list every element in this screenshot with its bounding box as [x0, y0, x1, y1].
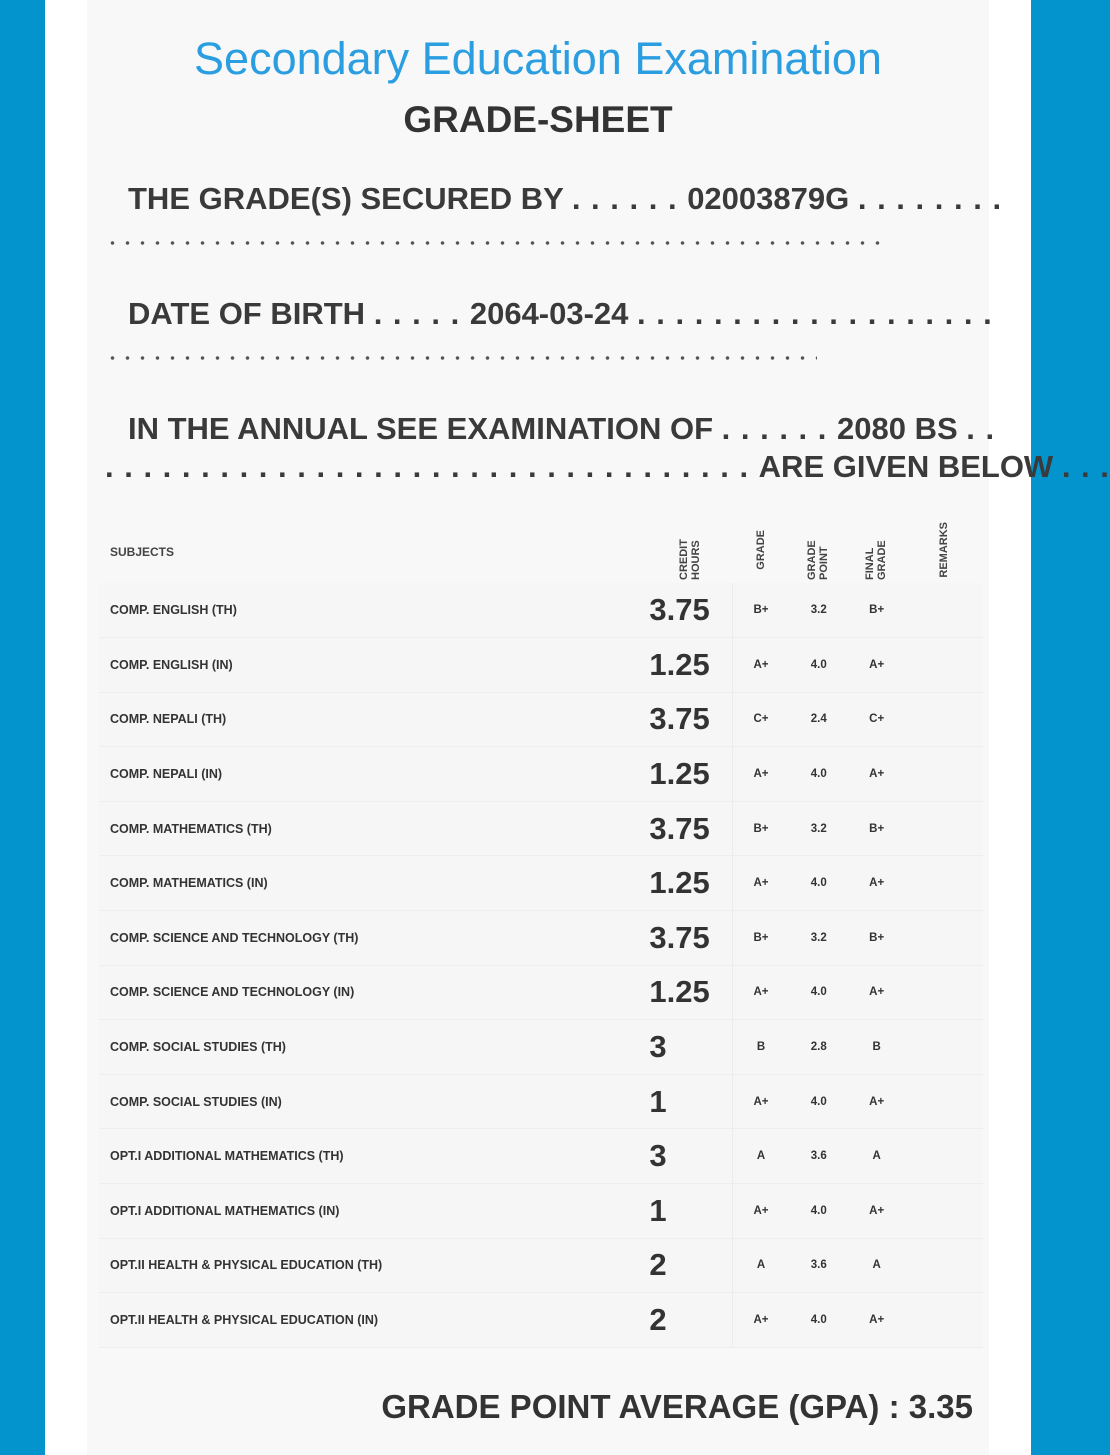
symbol-number: 02003879G: [687, 181, 850, 216]
final-grade-cell: A+: [848, 638, 905, 693]
credit-hours-cell: 1.25: [640, 638, 732, 693]
grade-cell: B+: [732, 583, 789, 638]
subject-cell: COMP. NEPALI (IN): [99, 747, 640, 802]
final-grade-cell: A+: [848, 965, 905, 1020]
given-below-line: . . . . . . . . . . . . . . . . . . . . . . . . . . . . . . . . . . ARE GIVEN BELOW . . .: [105, 449, 1110, 484]
table-row: [99, 1293, 983, 1348]
header-subjects: SUBJECTS: [110, 544, 175, 559]
grade-point-cell: 3.2: [789, 911, 848, 966]
remarks-cell: [905, 1129, 983, 1184]
grade-point-cell: 3.6: [789, 1238, 848, 1293]
subject-cell: COMP. ENGLISH (TH): [99, 583, 640, 638]
remarks-cell: [905, 1293, 983, 1348]
grade-cell: A: [732, 1238, 789, 1293]
final-grade-cell: B+: [848, 583, 905, 638]
table-row: [99, 692, 983, 747]
final-grade-cell: C+: [848, 692, 905, 747]
dob-value: 2064-03-24: [469, 296, 629, 331]
subject-cell: OPT.I ADDITIONAL MATHEMATICS (TH): [99, 1129, 640, 1184]
gpa-value: 3.35: [908, 1388, 973, 1425]
final-grade-cell: A+: [848, 856, 905, 911]
grade-point-cell: 4.0: [789, 856, 848, 911]
remarks-cell: [905, 1184, 983, 1239]
subject-cell: COMP. MATHEMATICS (TH): [99, 801, 640, 856]
remarks-cell: [905, 583, 983, 638]
credit-hours-cell: 1: [640, 1184, 732, 1239]
credit-hours-cell: 1: [640, 1074, 732, 1129]
dob-line: DATE OF BIRTH . . . . . 2064-03-24 . . . . . . . . . . . . . . . . . . .: [128, 296, 993, 331]
final-grade-cell: A+: [848, 1293, 905, 1348]
grade-cell: A+: [732, 747, 789, 802]
final-grade-cell: B: [848, 1020, 905, 1075]
table-row: [99, 638, 983, 693]
credit-hours-cell: 1.25: [640, 747, 732, 802]
credit-hours-cell: 2: [640, 1293, 732, 1348]
grade-cell: A: [732, 1129, 789, 1184]
subject-cell: COMP. SOCIAL STUDIES (TH): [99, 1020, 640, 1075]
grade-point-cell: 4.0: [789, 638, 848, 693]
grade-point-cell: 4.0: [789, 747, 848, 802]
subject-cell: OPT.II HEALTH & PHYSICAL EDUCATION (TH): [99, 1238, 640, 1293]
credit-hours-cell: 3.75: [640, 692, 732, 747]
grade-cell: A+: [732, 1293, 789, 1348]
table-row: [99, 856, 983, 911]
credit-hours-cell: 1.25: [640, 965, 732, 1020]
table-header-row: [99, 520, 983, 583]
grade-cell: A+: [732, 638, 789, 693]
table-row: [99, 1184, 983, 1239]
remarks-cell: [905, 638, 983, 693]
given-below-label: ARE GIVEN BELOW: [758, 449, 1054, 484]
grade-cell: B: [732, 1020, 789, 1075]
table-row: [99, 1129, 983, 1184]
subject-cell: COMP. NEPALI (TH): [99, 692, 640, 747]
credit-hours-cell: 3.75: [640, 801, 732, 856]
grade-cell: A+: [732, 1184, 789, 1239]
header-grade-point: GRADE POINT: [805, 540, 830, 580]
grade-point-cell: 3.6: [789, 1129, 848, 1184]
exam-year: 2080 BS: [837, 411, 958, 446]
grades-body: [99, 583, 983, 1347]
remarks-cell: [905, 801, 983, 856]
grade-cell: B+: [732, 801, 789, 856]
remarks-cell: [905, 911, 983, 966]
final-grade-cell: A+: [848, 747, 905, 802]
table-row: [99, 801, 983, 856]
table-row: [99, 583, 983, 638]
table-row: [99, 1238, 983, 1293]
final-grade-cell: B+: [848, 801, 905, 856]
grade-point-cell: 2.8: [789, 1020, 848, 1075]
credit-hours-cell: 1.25: [640, 856, 732, 911]
secured-by-label: THE GRADE(S) SECURED BY: [128, 181, 564, 216]
subject-cell: OPT.II HEALTH & PHYSICAL EDUCATION (IN): [99, 1293, 640, 1348]
exam-label: IN THE ANNUAL SEE EXAMINATION OF: [128, 411, 714, 446]
final-grade-cell: A+: [848, 1074, 905, 1129]
table-row: [99, 747, 983, 802]
subject-cell: COMP. SCIENCE AND TECHNOLOGY (IN): [99, 965, 640, 1020]
gpa-label: GRADE POINT AVERAGE (GPA) :: [381, 1388, 900, 1425]
header-grade: GRADE: [754, 530, 767, 570]
remarks-cell: [905, 856, 983, 911]
grade-cell: A+: [732, 965, 789, 1020]
table-row: [99, 1074, 983, 1129]
dotted-rule: [105, 240, 885, 246]
credit-hours-cell: 3.75: [640, 583, 732, 638]
grade-point-cell: 4.0: [789, 1184, 848, 1239]
subject-cell: COMP. MATHEMATICS (IN): [99, 856, 640, 911]
gpa-line: [381, 1388, 973, 1426]
page: [45, 0, 1110, 1455]
credit-hours-cell: 3.75: [640, 911, 732, 966]
grade-point-cell: 4.0: [789, 1293, 848, 1348]
final-grade-cell: B+: [848, 911, 905, 966]
credit-hours-cell: 3: [640, 1020, 732, 1075]
secured-by-line: THE GRADE(S) SECURED BY . . . . . . 02003879G . . . . . . . .: [128, 181, 1003, 216]
final-grade-cell: A+: [848, 1184, 905, 1239]
remarks-cell: [905, 692, 983, 747]
grade-point-cell: 4.0: [789, 965, 848, 1020]
remarks-cell: [905, 1238, 983, 1293]
grade-point-cell: 3.2: [789, 583, 848, 638]
document-title: Secondary Education Examination: [194, 33, 882, 84]
credit-hours-cell: 2: [640, 1238, 732, 1293]
grade-point-cell: 3.2: [789, 801, 848, 856]
remarks-cell: [905, 1074, 983, 1129]
table-row: [99, 1020, 983, 1075]
remarks-cell: [905, 1020, 983, 1075]
document-subtitle: GRADE-SHEET: [403, 99, 673, 140]
remarks-cell: [905, 747, 983, 802]
dob-label: DATE OF BIRTH: [128, 296, 366, 331]
grades-table: [99, 520, 983, 1348]
table-row: [99, 911, 983, 966]
grade-cell: C+: [732, 692, 789, 747]
grade-point-cell: 2.4: [789, 692, 848, 747]
table-row: [99, 965, 983, 1020]
grade-cell: B+: [732, 911, 789, 966]
header-final-grade: FINAL GRADE: [863, 540, 888, 580]
dotted-rule: [105, 355, 817, 361]
header-credit-hours: CREDIT HOURS: [677, 539, 702, 580]
subject-cell: COMP. SCIENCE AND TECHNOLOGY (TH): [99, 911, 640, 966]
exam-line: IN THE ANNUAL SEE EXAMINATION OF . . . . . . 2080 BS . .: [128, 411, 996, 446]
header-remarks: REMARKS: [938, 522, 951, 578]
credit-hours-cell: 3: [640, 1129, 732, 1184]
grade-point-cell: 4.0: [789, 1074, 848, 1129]
subject-cell: COMP. ENGLISH (IN): [99, 638, 640, 693]
remarks-cell: [905, 965, 983, 1020]
grade-cell: A+: [732, 856, 789, 911]
subject-cell: OPT.I ADDITIONAL MATHEMATICS (IN): [99, 1184, 640, 1239]
grade-cell: A+: [732, 1074, 789, 1129]
final-grade-cell: A: [848, 1129, 905, 1184]
subject-cell: COMP. SOCIAL STUDIES (IN): [99, 1074, 640, 1129]
final-grade-cell: A: [848, 1238, 905, 1293]
